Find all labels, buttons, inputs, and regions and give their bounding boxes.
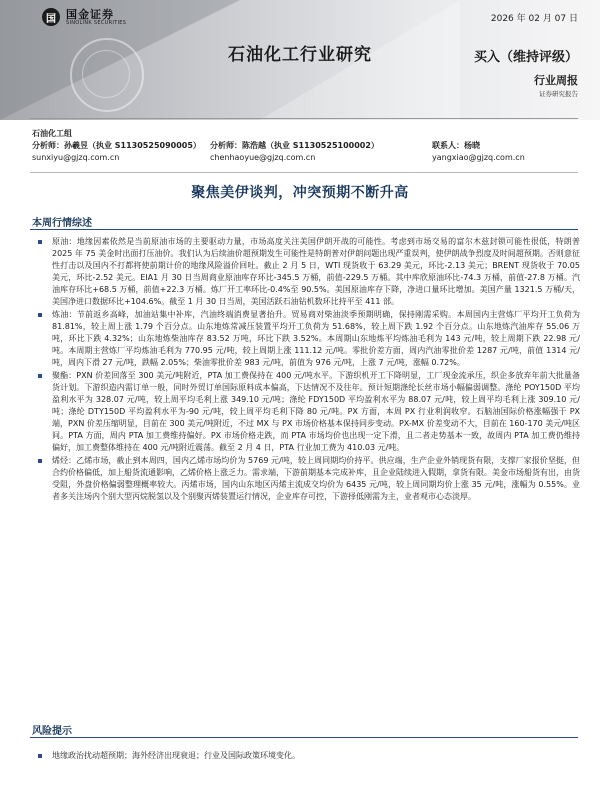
- bullet-icon: [38, 459, 42, 463]
- report-date: 2026 年 02 月 07 日: [490, 14, 578, 24]
- bullet-icon: [38, 313, 42, 317]
- summary-body: [32, 236, 580, 504]
- team-name: 石油化工组: [32, 129, 72, 138]
- divider: [30, 172, 578, 173]
- logo-name-en: SINOLINK SECURITIES: [66, 19, 127, 26]
- paragraph-olefins: 烯烃：乙烯市场，截止到本周四，国内乙烯市场均价为 5769 元/吨，较上周同期均价持平。供应端，生产企业外销现货有限，支撑厂家报价坚挺，但合约价格偏低，加上船货流通影响，乙烯价格上涨乏力。需求端，下游前期基本完成补库，且企业陆续进入假期，拿货有限。美金市场船货有出，由货受阻，外盘价格偏弱整理概率较大。丙烯市场，国内山东地区丙烯主流成交均价为 6435 元/吨，较上周同期均价上涨 35 元/吨，涨幅为 0.55%。业者多关注场内个别大型丙烷脱氢以及个别聚丙烯装置运行情况，企业库存可控，下游择低刚需为主，业者观市心态淡厚。: [32, 455, 580, 503]
- paragraph-polyester: 聚酯：PXN 价差回落至 300 美元/吨附近，PTA 加工费保持在 400 元/吨水平。下游织机开工下降明显，工厂现金流承压，织企多放弃年前大批量备货计划。下游织造内需订单一般，同时外贸订单国际原料成本偏高，下达情况不及往年。预计短期涤纶长丝市场小幅偏弱调整。涤纶 POY150D 平均盈利水平为 328.07 元/吨，较上周平均毛利上涨 349.10 元/吨；涤纶 FDY150D 平均盈利水平为 88.07 元/吨，较上周平均毛利上涨 309.10 元/吨；涤纶 DTY150D 平均盈利水平为-90 元/吨，较上周平均毛利下降 80 元/吨。PX 方面，本周 PX 行业利润收窄。石脑油国际价格涨幅强于 PX 端，PXN 价差压缩明显，目前在 300 美元/吨附近，不过 MX 与 PX 市场价格基本保持同步变动。PX-MX 价差变动不大，目前在 160-170 美元/吨区间。PTA 方面，周内 PTA 加工费维持偏好。PX 市场价格走跌，而 PTA 市场均价也出现一定下滑，且二者走势基本一致，故周内 PTA 加工费仍维持偏好，加工费整体维持在 400 元/吨附近震荡。截至 2 月 4 日，PTA 行业加工费为 410.03 元/吨。: [32, 370, 580, 454]
- section-title-risk: 风险提示: [32, 726, 72, 737]
- report-title: 石油化工行业研究: [228, 45, 372, 65]
- analyst-1-email[interactable]: sunxiyu@gjzq.com.cn: [32, 153, 120, 162]
- section-rule: [30, 229, 578, 230]
- report-subtype: 证券研究报告: [539, 90, 578, 98]
- section-title-summary: 本周行情综述: [32, 218, 92, 229]
- report-header: [0, 0, 600, 120]
- report-type: 行业周报: [534, 74, 578, 87]
- contact-name: 杨晓: [464, 141, 480, 150]
- section-rule: [30, 737, 578, 738]
- analyst-block: 石油化工组 分析师：孙羲昱（执业 S1130525090005） 分析师：陈浩越（执业 S1130525100002） 联系人：杨晓 sunxiyu@gjzq.com.cn chenhaoyue@gjzq.com.cn yangxiao@gjzq.com.cn: [32, 128, 577, 164]
- risk-text: 地缘政治扰动超预期；海外经济出现衰退；行业及国际政策环境变化。: [52, 751, 300, 760]
- paragraph-refining: 炼油：节前返乡高峰，加油站集中补库，汽油终端消费显著抬升。贸易商对柴油淡季预期明确，保持刚需采购。本周国内主营炼厂平均开工负荷为 81.81%，较上周上涨 1.79 个百分点。山东地炼常减压装置平均开工负荷为 51.68%，较上周下跌 1.92 个百分点。山东地炼汽油库存 55.06 万吨，环比下跌 4.32%；山东地炼柴油库存 83.52 万吨，环比下跌 3.52%。本周期山东地炼平均炼油毛利为 143 元/吨，较上周期下跌 22.98 元/吨。本周期主营炼厂平均炼油毛利为 770.95 元/吨，较上周期上涨 111.12 元/吨。零批价差方面，周内汽油零批价差 1287 元/吨，前值 1314 元/吨，周内下滑 27 元/吨，跌幅 2.05%；柴油零批价差 983 元/吨，前值为 976 元/吨，上涨 7 元/吨，涨幅 0.72%。: [32, 309, 580, 369]
- divider: [30, 118, 578, 119]
- analyst-2-name: 陈浩越（执业 S1130525100002）: [242, 141, 379, 150]
- bullet-icon: [38, 374, 42, 378]
- bullet-icon: [38, 240, 42, 244]
- rating: 买入（维持评级）: [473, 50, 578, 65]
- headline: 聚焦美伊谈判，冲突预期不断升高: [191, 185, 409, 201]
- bullet-icon: [38, 754, 42, 758]
- logo-name-cn: 国金证券: [66, 7, 114, 21]
- analyst-1-name: 孙羲昱（执业 S1130525090005）: [64, 141, 201, 150]
- contact-email[interactable]: yangxiao@gjzq.com.cn: [432, 153, 525, 162]
- company-logo: [42, 8, 126, 26]
- paragraph-crude: 原油：地缘因素依然是当前原油市场的主要驱动力量，市场高度关注美国伊朗开战的可能性。考虑到市场交易的富尔木兹封锁可能性很低，特朗普 2025 年 75 美金时出面打压油价。我们认为后续油价超预期发生可能性是特朗普对伊朗问题出现严重误判，使伊朗战争烈度及时间超预期。否则意征性打击以及国内不打都将使前期计价的地缘风险溢价回吐。截止 2 月 5 日，WTI 现货收于 63.29 美元，环比-2.13 美元；BRENT 现货收于 70.05 美元，环比-2.52 美元。EIA1 月 30 日当周商业原油库存环比-345.5 万桶，前值-229.5 万桶。其中库欣原油环比-74.3 万桶，前值-27.8 万桶。汽油库存环比+68.5 万桶，前值+22.3 万桶。炼厂开工率环比-0.4%至 90.5%。美国原油库存下降，净进口量环比增加。美国产量 1321.5 万桶/天，美国净进口数据环比+104.6%。截至 1 月 30 日当周，美国活跃石油钻机数环比持平至 411 部。: [32, 236, 580, 308]
- analyst-2-email[interactable]: chenhaoyue@gjzq.com.cn: [210, 153, 316, 162]
- logo-icon: 国: [42, 8, 60, 26]
